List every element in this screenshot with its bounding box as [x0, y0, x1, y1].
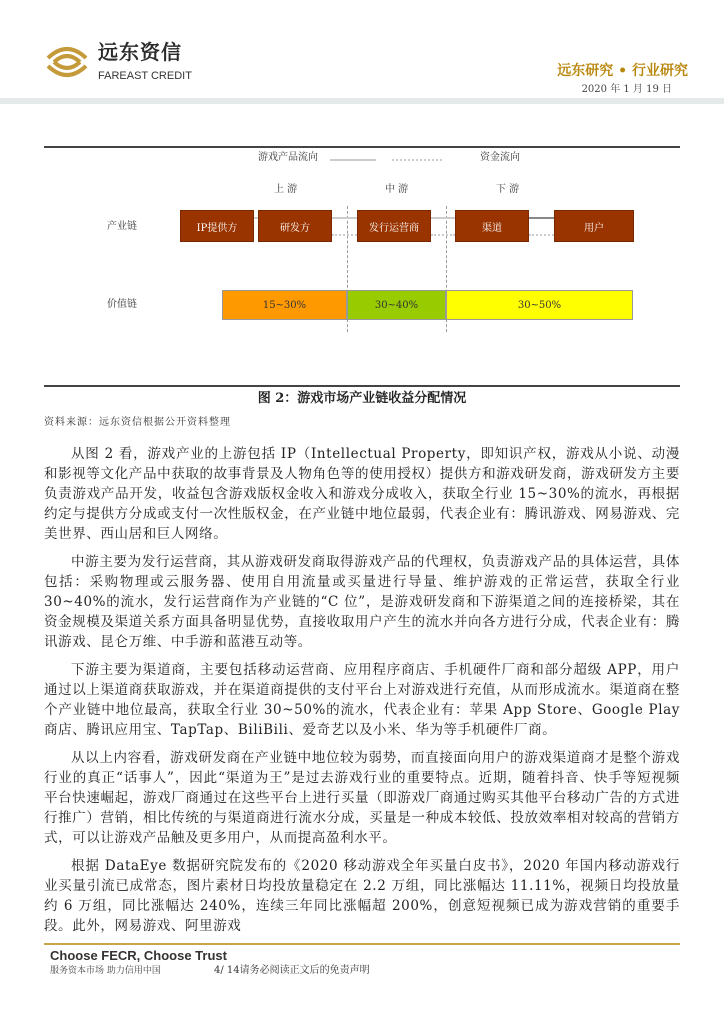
header-band	[0, 98, 724, 104]
figure-top-rule	[44, 146, 680, 148]
footer-slogan-en: Choose FECR, Choose Trust	[50, 948, 227, 963]
logo-text-en: FAREAST CREDIT	[98, 70, 192, 82]
flow-arrow	[529, 217, 554, 219]
body-text	[44, 444, 680, 944]
figure-caption: 图 2：游戏市场产业链收益分配情况	[257, 391, 467, 406]
figure-bottom-rule	[44, 385, 680, 387]
report-type: 远东研究 • 行业研究	[557, 63, 688, 79]
paragraph: 中游主要为发行运营商，其从游戏研发商取得游戏产品的代理权，负责游戏产品的具体运营，具体包括：采购物理或云服务器、使用自用流量或买量进行导量、维护游戏的正常运营，获取全行业 30~40%的流水，发行运营商作为产业链的“C 位”，是游戏研发商和下游渠道之间的连接桥梁，其在资金规模及渠道关系方面具备明显优势，直接收取用户产生的流水并向各方进行分成，代表企业有：腾讯游戏、昆仑万维、中手游和蓝港互动等。	[44, 554, 680, 650]
paragraph: 从图 2 看，游戏产业的上游包括 IP（Intellectual Property，即知识产权，游戏从小说、动漫和影视等文化产品中获取的故事背景及人物角色等的使用授权）提供方和游戏研发商，游戏研发方主要负责游戏产品开发，收益包含游戏版权金收入和游戏分成收入，获取全行业 15~30%的流水，再根据约定与提供方分成或支付一次性版权金，在产业链中地位最弱，代表企业有：腾讯游戏、网易游戏、完美世界、西山居和巨人网络。	[44, 446, 680, 542]
stage-upstream: 上 游	[274, 184, 298, 195]
disclaimer-note: 请务必阅读正文后的免责声明	[239, 965, 370, 976]
box-ip-provider: IP提供方	[180, 210, 254, 242]
stage-downstream: 下 游	[496, 184, 520, 195]
money-arrow	[431, 234, 455, 236]
box-channel: 渠道	[455, 210, 529, 242]
fareast-logo-icon	[44, 42, 90, 82]
money-arrow	[529, 234, 554, 236]
flow-arrow	[254, 217, 258, 219]
legend-dotted-arrow	[392, 159, 442, 161]
page-number: 4/ 14	[214, 965, 240, 976]
value-segment-upstream: 15~30%	[222, 290, 347, 320]
footer-slogan-cn: 服务资本市场 助力信用中国	[50, 966, 161, 976]
footer-page	[214, 965, 370, 977]
value-segment-midstream: 30~40%	[347, 290, 446, 320]
flow-arrow	[332, 217, 357, 219]
value-segment-downstream: 30~50%	[446, 290, 633, 320]
box-developer: 研发方	[258, 210, 332, 242]
legend-solid-arrow	[330, 159, 376, 161]
legend-product-flow: 游戏产品流向	[258, 152, 318, 163]
logo-text-cn: 远东资信	[98, 40, 182, 64]
row-label-value-chain: 价值链	[107, 299, 137, 310]
box-user: 用户	[554, 210, 634, 242]
box-publisher: 发行运营商	[357, 210, 431, 242]
paragraph: 根据 DataEye 数据研究院发布的《2020 移动游戏全年买量白皮书》，2020 年国内移动游戏行业买量引流已成常态，图片素材日均投放量稳定在 2.2 万组，同比涨幅达 11.11%，视频日均投放量约 6 万组，同比涨幅达 240%，连续三年同比涨幅超 200%，创意短视频已成为游戏营销的重要手段。此外，网易游戏、阿里游戏	[44, 858, 680, 934]
money-arrow	[332, 234, 357, 236]
legend-money-flow: 资金流向	[480, 152, 520, 163]
flow-arrow	[431, 217, 455, 219]
footer-rule	[44, 943, 680, 945]
row-label-industry-chain: 产业链	[107, 221, 137, 232]
paragraph: 从以上内容看，游戏研发商在产业链中地位较为弱势，而直接面向用户的游戏渠道商才是整个游戏行业的真正“话事人”，因此“渠道为王”是过去游戏行业的重要特点。近期，随着抖音、快手等短视频平台快速崛起，游戏厂商通过在这些平台上进行买量（即游戏厂商通过购买其他平台移动广告的方式进行推广）营销，相比传统的与渠道商进行流水分成，买量是一种成本较低、投放效率相对较高的营销方式，可以让游戏产品触及更多用户，从而提高盈利水平。	[44, 750, 680, 846]
paragraph: 下游主要为渠道商，主要包括移动运营商、应用程序商店、手机硬件厂商和部分超级 APP，用户通过以上渠道商获取游戏，并在渠道商提供的支付平台上对游戏进行充值，从而形成流水。渠道商在整个产业链中地位最高，获取全行业 30~50%的流水，代表企业有：苹果 App Store、Google Play 商店、腾讯应用宝、TapTap、BiliBili、爱奇艺以及小米、华为等手机硬件厂商。	[44, 662, 680, 738]
stage-midstream: 中 游	[385, 184, 409, 195]
report-date: 2020 年 1 月 19 日	[581, 84, 672, 95]
figure-source: 资料来源：远东资信根据公开资料整理	[44, 417, 231, 428]
